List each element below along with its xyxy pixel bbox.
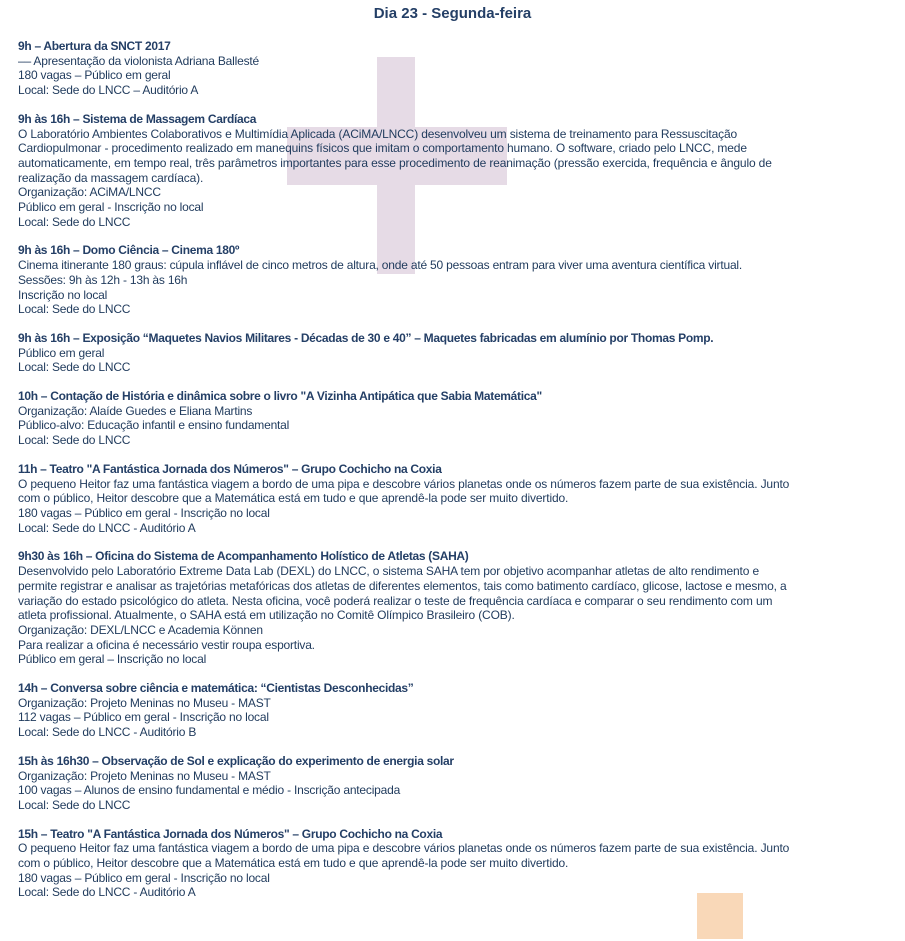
event-detail: Público em geral xyxy=(18,345,105,360)
event-detail: Organização: ACiMA/LNCC xyxy=(18,185,161,200)
event-description-line: Desenvolvido pelo Laboratório Extreme Data Lab (DEXL) do LNCC, o sistema SAHA tem por objetivo acompanhar atletas de alto rendimento e xyxy=(18,564,759,579)
event-item xyxy=(18,549,886,667)
event-description-line: O pequeno Heitor faz uma fantástica viagem a bordo de uma pipa e descobre vários planetas onde os números fazem parte de sua existência. Junto xyxy=(18,841,790,856)
event-description-line: atleta profissional. Atualmente, o SAHA está em utilização no Comitê Olímpico Brasileiro (COB). xyxy=(18,608,515,623)
page-title: Dia 23 - Segunda-feira xyxy=(373,5,532,22)
event-description-line: O Laboratório Ambientes Colaborativos e Multimídia Aplicada (ACiMA/LNCC) desenvolveu um sistema de treinamento para Ressuscitação xyxy=(18,126,737,141)
event-item xyxy=(18,462,886,536)
event-item xyxy=(18,331,886,375)
event-item xyxy=(18,681,886,740)
event-detail: Organização: Alaíde Guedes e Eliana Martins xyxy=(18,403,253,418)
event-detail: Local: Sede do LNCC - Auditório A xyxy=(18,520,196,535)
event-title: 9h – Abertura da SNCT 2017 xyxy=(18,39,171,53)
event-detail: Local: Sede do LNCC xyxy=(18,214,131,229)
event-description-line: permite registrar e analisar as trajetórias metafóricas dos atletas de diferentes elementos, tais como batimento cardíaco, glicose, lactose e mesmo, a xyxy=(18,578,787,593)
event-title: 14h – Conversa sobre ciência e matemática: “Cientistas Desconhecidas” xyxy=(18,681,414,696)
event-description-line: automaticamente, em tempo real, três parâmetros importantes para esse procedimento de reanimação (pressão exercida, frequência e ângulo de xyxy=(18,155,772,170)
event-detail: 180 vagas – Público em geral xyxy=(18,68,171,83)
event-detail: 100 vagas – Alunos de ensino fundamental e médio - Inscrição antecipada xyxy=(18,783,401,798)
event-detail: 180 vagas – Público em geral - Inscrição no local xyxy=(18,870,270,885)
event-item xyxy=(18,112,886,230)
event-title: 10h – Contação de História e dinâmica sobre o livro "A Vizinha Antipática que Sabia Matemática" xyxy=(18,389,542,404)
event-item xyxy=(18,389,886,448)
event-detail: Organização: Projeto Meninas no Museu - MAST xyxy=(18,695,271,710)
event-item xyxy=(18,243,886,317)
event-detail: Público-alvo: Educação infantil e ensino fundamental xyxy=(18,418,290,433)
event-title: 9h às 16h – Sistema de Massagem Cardíaca xyxy=(18,111,257,126)
event-description-line: variação do estado psicológico do atleta. Nesta oficina, você poderá realizar o teste de frequência cardíaca e comparar o seu rendimento com um xyxy=(18,593,773,608)
event-detail: Local: Sede do LNCC - Auditório A xyxy=(18,885,196,900)
event-detail: Sessões: 9h às 12h - 13h às 16h xyxy=(18,272,188,287)
event-description-line: com o público, Heitor descobre que a Matemática está em tudo e que aprendê-la pode ser muito divertido. xyxy=(18,491,569,506)
event-item xyxy=(18,827,886,901)
event-title: 11h – Teatro "A Fantástica Jornada dos Números" – Grupo Cochicho na Coxia xyxy=(18,461,442,476)
event-item xyxy=(18,754,886,813)
event-detail: Local: Sede do LNCC xyxy=(18,433,131,448)
event-detail: 112 vagas – Público em geral - Inscrição no local xyxy=(18,710,269,725)
event-detail: Cinema itinerante 180 graus: cúpula inflável de cinco metros de altura, onde até 50 pessoas entram para viver uma aventura científica virtual. xyxy=(18,258,743,273)
event-description-line: com o público, Heitor descobre que a Matemática está em tudo e que aprendê-la pode ser muito divertido. xyxy=(18,856,569,871)
event-detail: Inscrição no local xyxy=(18,287,108,302)
event-detail: Para realizar a oficina é necessário vestir roupa esportiva. xyxy=(18,637,315,652)
event-detail: Público em geral - Inscrição no local xyxy=(18,200,204,215)
event-detail: Organização: Projeto Meninas no Museu - MAST xyxy=(18,768,271,783)
event-item xyxy=(18,39,886,98)
event-description-line: Cardiopulmonar - procedimento realizado em manequins físicos que imitam o comportamento humano. O software, criado pelo LNCC, mede xyxy=(18,141,747,156)
event-detail: Organização: DEXL/LNCC e Academia Können xyxy=(18,622,263,637)
event-detail: Local: Sede do LNCC - Auditório B xyxy=(18,725,197,740)
event-title: 15h às 16h30 – Observação de Sol e explicação do experimento de energia solar xyxy=(18,753,454,768)
event-detail: Público em geral – Inscrição no local xyxy=(18,652,207,667)
event-detail: Local: Sede do LNCC xyxy=(18,360,131,375)
event-list xyxy=(18,39,886,914)
event-title: 9h às 16h – Exposição “Maquetes Navios Militares - Décadas de 30 e 40” – Maquetes fabricadas em alumínio por Thomas Pomp. xyxy=(18,330,714,345)
event-description-line: O pequeno Heitor faz uma fantástica viagem a bordo de uma pipa e descobre vários planetas onde os números fazem parte de sua existência. Junto xyxy=(18,476,790,491)
event-detail: 180 vagas – Público em geral - Inscrição no local xyxy=(18,505,270,520)
event-detail: Local: Sede do LNCC xyxy=(18,302,131,317)
event-detail: Local: Sede do LNCC – Auditório A xyxy=(18,83,199,98)
event-detail: Local: Sede do LNCC xyxy=(18,797,131,812)
event-title: 9h às 16h – Domo Ciência – Cinema 180º xyxy=(18,243,240,258)
event-description-line: realização da massagem cardíaca). xyxy=(18,170,204,185)
event-title: 9h30 às 16h – Oficina do Sistema de Acompanhamento Holístico de Atletas (SAHA) xyxy=(18,549,469,564)
event-title: 15h – Teatro "A Fantástica Jornada dos Números" – Grupo Cochicho na Coxia xyxy=(18,826,443,841)
event-detail: –– Apresentação da violonista Adriana Ballesté xyxy=(18,53,259,68)
